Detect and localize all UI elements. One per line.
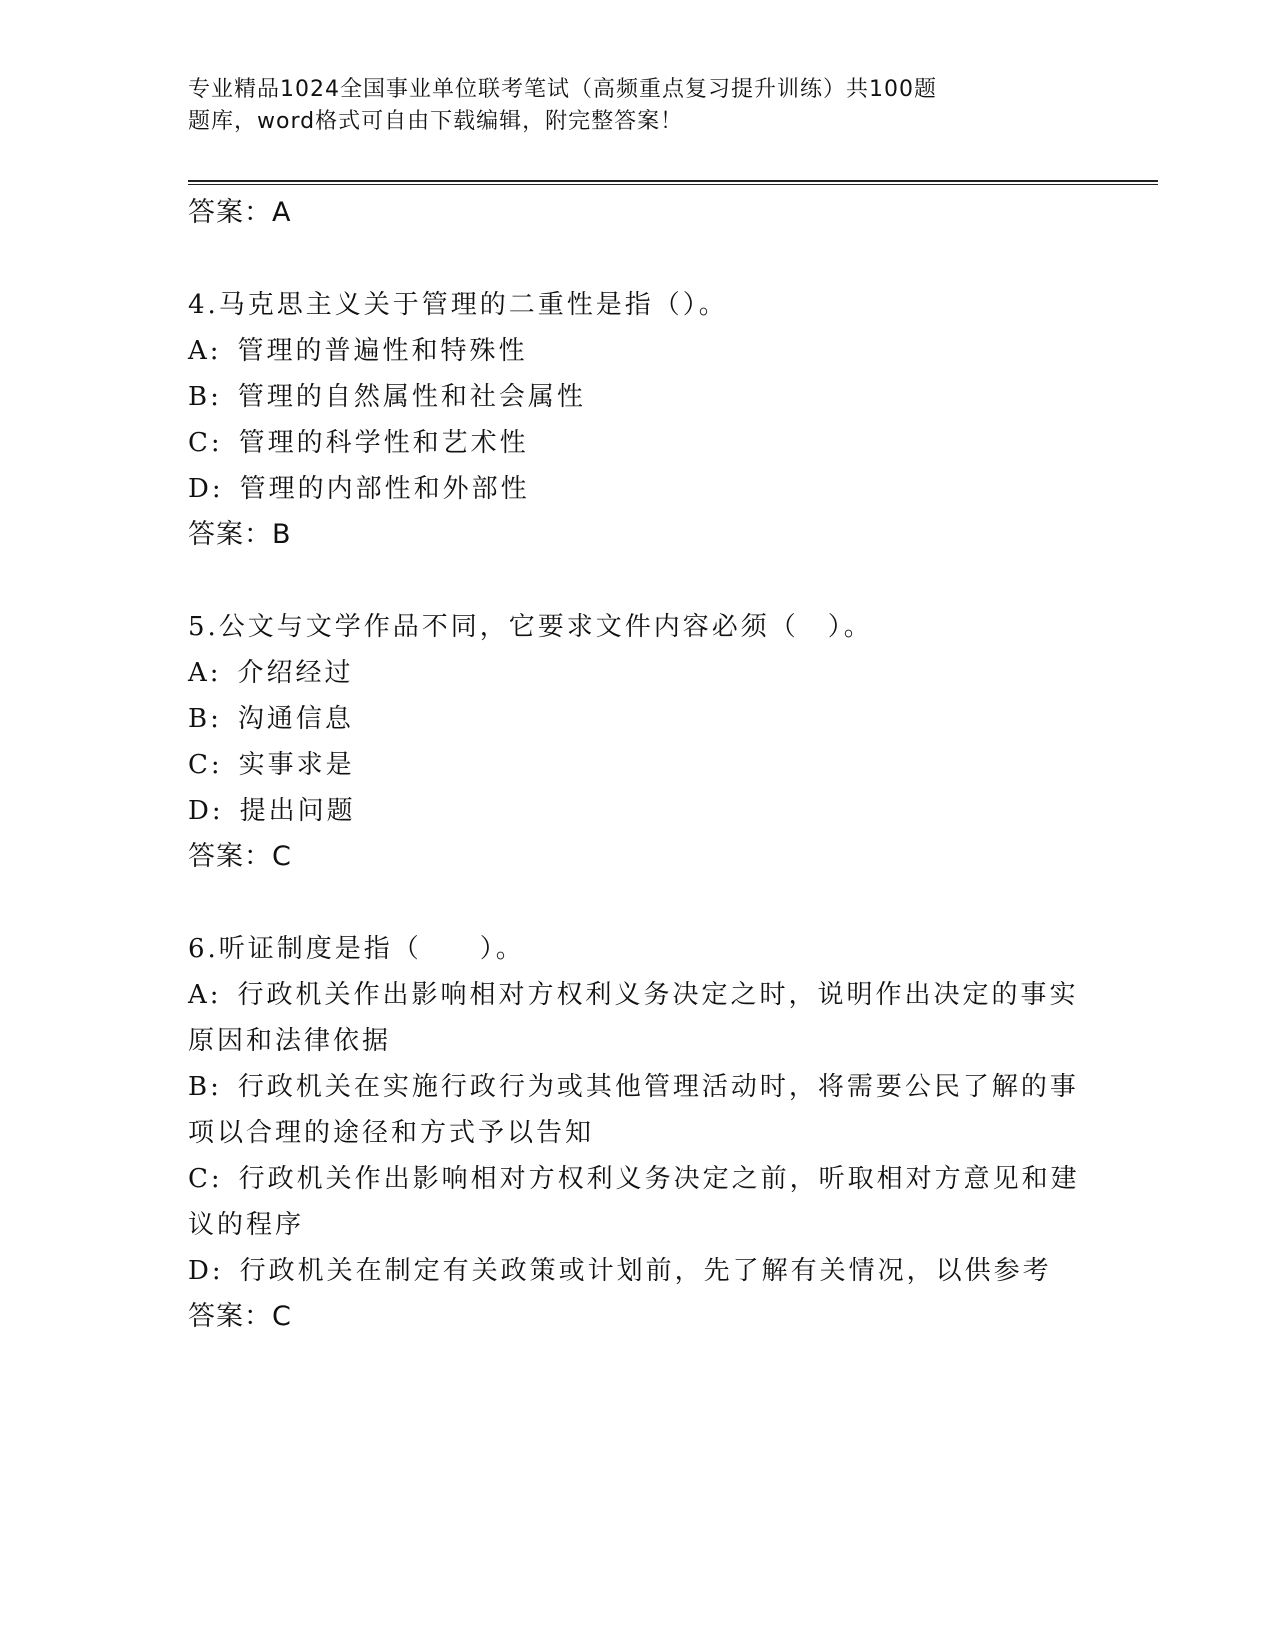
option-d — [188, 1248, 1088, 1294]
option-key: D: — [188, 796, 224, 826]
answer: 答案：C — [188, 841, 292, 872]
option-text: 介绍经过 — [237, 658, 354, 688]
option-text: 行政机关在制定有关政策或计划前，先了解有关情况，以供参考 — [239, 1256, 1052, 1286]
option-text: 管理的自然属性和社会属性 — [237, 382, 586, 412]
option-text: 沟通信息 — [237, 704, 354, 734]
option-text: 行政机关作出影响相对方权利义务决定之前，听取相对方意见和建议的程序 — [188, 1164, 1080, 1240]
option-b — [188, 1064, 1088, 1156]
option-key: D: — [188, 1256, 224, 1286]
option-c — [188, 742, 1088, 788]
answer: 答案：C — [188, 1301, 292, 1332]
option-c — [188, 1156, 1088, 1248]
option-key: A: — [188, 980, 222, 1010]
option-c — [188, 420, 1088, 466]
option-b — [188, 374, 1088, 420]
option-text: 提出问题 — [239, 796, 356, 826]
option-key: B: — [188, 704, 222, 734]
option-d — [188, 788, 1088, 834]
question-4 — [188, 282, 1088, 558]
option-key: A: — [188, 658, 222, 688]
answer: 答案：B — [188, 519, 292, 550]
option-key: C: — [188, 428, 223, 458]
document-body — [188, 190, 1088, 1340]
option-a — [188, 972, 1088, 1064]
option-a — [188, 650, 1088, 696]
question-6 — [188, 926, 1088, 1340]
question-text: 4.马克思主义关于管理的二重性是指（）。 — [188, 290, 728, 320]
page-header — [188, 74, 1108, 138]
option-a — [188, 328, 1088, 374]
header-line-2: 题库，word格式可自由下载编辑，附完整答案！ — [188, 109, 684, 134]
question-text: 6.听证制度是指（ ）。 — [188, 934, 525, 964]
option-text: 实事求是 — [238, 750, 355, 780]
option-text: 管理的普遍性和特殊性 — [237, 336, 528, 366]
option-key: C: — [188, 750, 223, 780]
option-key: A: — [188, 336, 222, 366]
option-text: 行政机关在实施行政行为或其他管理活动时，将需要公民了解的事项以合理的途径和方式予以告知 — [188, 1072, 1079, 1148]
question-text: 5.公文与文学作品不同，它要求文件内容必须（ ）。 — [188, 612, 873, 642]
option-d — [188, 466, 1088, 512]
header-line-1: 专业精品1024全国事业单位联考笔试（高频重点复习提升训练）共100题 — [188, 77, 937, 102]
option-key: D: — [188, 474, 224, 504]
header-divider — [188, 180, 1158, 185]
question-5 — [188, 604, 1088, 880]
option-key: C: — [188, 1164, 223, 1194]
option-text: 管理的内部性和外部性 — [239, 474, 530, 504]
option-text: 行政机关作出影响相对方权利义务决定之时，说明作出决定的事实原因和法律依据 — [188, 980, 1079, 1056]
answer-previous: 答案：A — [188, 197, 292, 228]
option-key: B: — [188, 382, 222, 412]
option-text: 管理的科学性和艺术性 — [238, 428, 529, 458]
option-key: B: — [188, 1072, 222, 1102]
option-b — [188, 696, 1088, 742]
